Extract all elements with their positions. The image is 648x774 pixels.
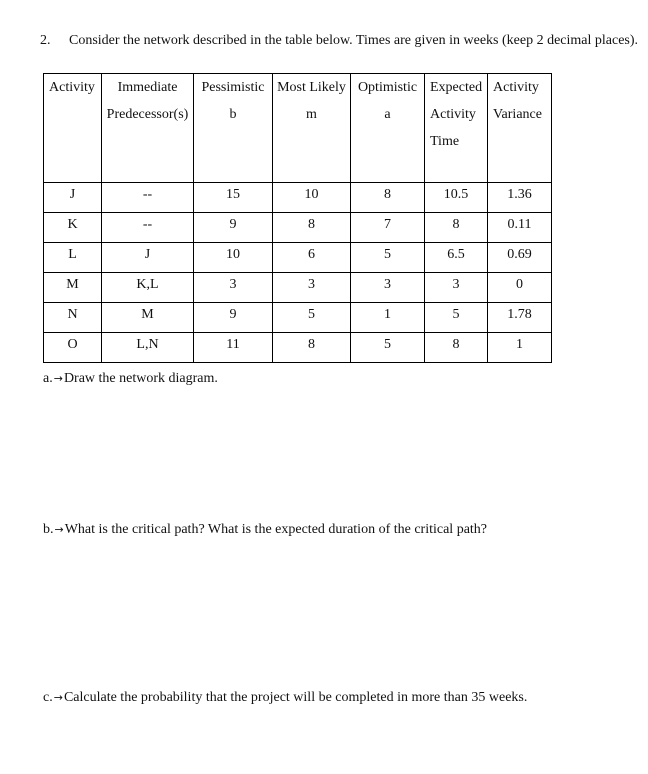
arrow-icon: → xyxy=(53,372,63,385)
header-line: Activity xyxy=(49,80,95,95)
table-row xyxy=(44,333,552,363)
table-cell: 6 xyxy=(273,243,351,273)
table-cell: L xyxy=(44,243,102,273)
table-cell: L,N xyxy=(102,333,194,363)
header-optimistic xyxy=(351,74,425,183)
part-a xyxy=(43,371,218,387)
table-cell: 0 xyxy=(488,273,552,303)
table-cell: 1.78 xyxy=(488,303,552,333)
header-line: Activity xyxy=(430,107,476,122)
question-text: Consider the network described in the table below. Times are given in weeks (keep 2 decimal places). xyxy=(69,33,639,48)
header-line: b xyxy=(229,107,237,122)
header-line: Most Likely xyxy=(277,80,346,95)
table-cell: 1 xyxy=(351,303,425,333)
table-row xyxy=(44,213,552,243)
table-cell: 8 xyxy=(351,183,425,213)
table-cell: 8 xyxy=(273,333,351,363)
table-cell: K xyxy=(44,213,102,243)
header-variance xyxy=(488,74,552,183)
header-line: Predecessor(s) xyxy=(106,107,189,122)
header-pessimistic xyxy=(194,74,273,183)
part-b xyxy=(43,522,487,538)
header-line: Optimistic xyxy=(357,80,418,95)
table-cell: K,L xyxy=(102,273,194,303)
header-line: Variance xyxy=(493,107,542,122)
arrow-icon: → xyxy=(53,691,63,704)
header-line: a xyxy=(384,107,391,122)
table-cell: 10 xyxy=(194,243,273,273)
table-cell: M xyxy=(102,303,194,333)
table-cell: 6.5 xyxy=(425,243,488,273)
part-a-label: a. xyxy=(43,371,53,386)
header-line: Activity xyxy=(493,80,539,95)
table-cell: 10.5 xyxy=(425,183,488,213)
header-expected-time xyxy=(425,74,488,183)
table-cell: 3 xyxy=(273,273,351,303)
part-a-text: Draw the network diagram. xyxy=(63,371,218,386)
part-b-label: b. xyxy=(43,522,54,537)
table-cell: -- xyxy=(102,183,194,213)
table-row xyxy=(44,273,552,303)
table-cell: 3 xyxy=(351,273,425,303)
table-cell: M xyxy=(44,273,102,303)
table-cell: O xyxy=(44,333,102,363)
table-cell: 7 xyxy=(351,213,425,243)
table-cell: 8 xyxy=(425,213,488,243)
table-row xyxy=(44,183,552,213)
table-cell: 11 xyxy=(194,333,273,363)
header-line: Pessimistic xyxy=(201,80,265,95)
table-cell: 8 xyxy=(273,213,351,243)
table-cell: 5 xyxy=(351,243,425,273)
table-cell: 0.11 xyxy=(488,213,552,243)
part-c-label: c. xyxy=(43,690,53,705)
table-cell: 10 xyxy=(273,183,351,213)
part-c xyxy=(43,690,527,706)
table-cell: 1 xyxy=(488,333,552,363)
table-cell: 9 xyxy=(194,213,273,243)
header-line: Immediate xyxy=(117,80,178,95)
table-cell: 8 xyxy=(425,333,488,363)
table-row xyxy=(44,303,552,333)
table-cell: 3 xyxy=(425,273,488,303)
header-line: m xyxy=(306,107,317,122)
table-cell: 5 xyxy=(425,303,488,333)
table-cell: 15 xyxy=(194,183,273,213)
activity-table xyxy=(43,73,552,363)
table-cell: 5 xyxy=(273,303,351,333)
arrow-icon: → xyxy=(54,523,64,536)
question-number: 2. xyxy=(40,33,51,48)
table-cell: -- xyxy=(102,213,194,243)
header-predecessors xyxy=(102,74,194,183)
part-b-text: What is the critical path? What is the expected duration of the critical path? xyxy=(64,522,488,537)
table-cell: 1.36 xyxy=(488,183,552,213)
table-cell: J xyxy=(44,183,102,213)
header-most-likely xyxy=(273,74,351,183)
table-header-row xyxy=(44,74,552,183)
table-cell: N xyxy=(44,303,102,333)
table-row xyxy=(44,243,552,273)
header-activity xyxy=(44,74,102,183)
table-cell: 5 xyxy=(351,333,425,363)
table-cell: 0.69 xyxy=(488,243,552,273)
part-c-text: Calculate the probability that the project will be completed in more than 35 weeks. xyxy=(63,690,528,705)
table-cell: 9 xyxy=(194,303,273,333)
header-line: Expected xyxy=(430,80,483,95)
table-cell: 3 xyxy=(194,273,273,303)
header-line: Time xyxy=(430,134,460,149)
table-cell: J xyxy=(102,243,194,273)
